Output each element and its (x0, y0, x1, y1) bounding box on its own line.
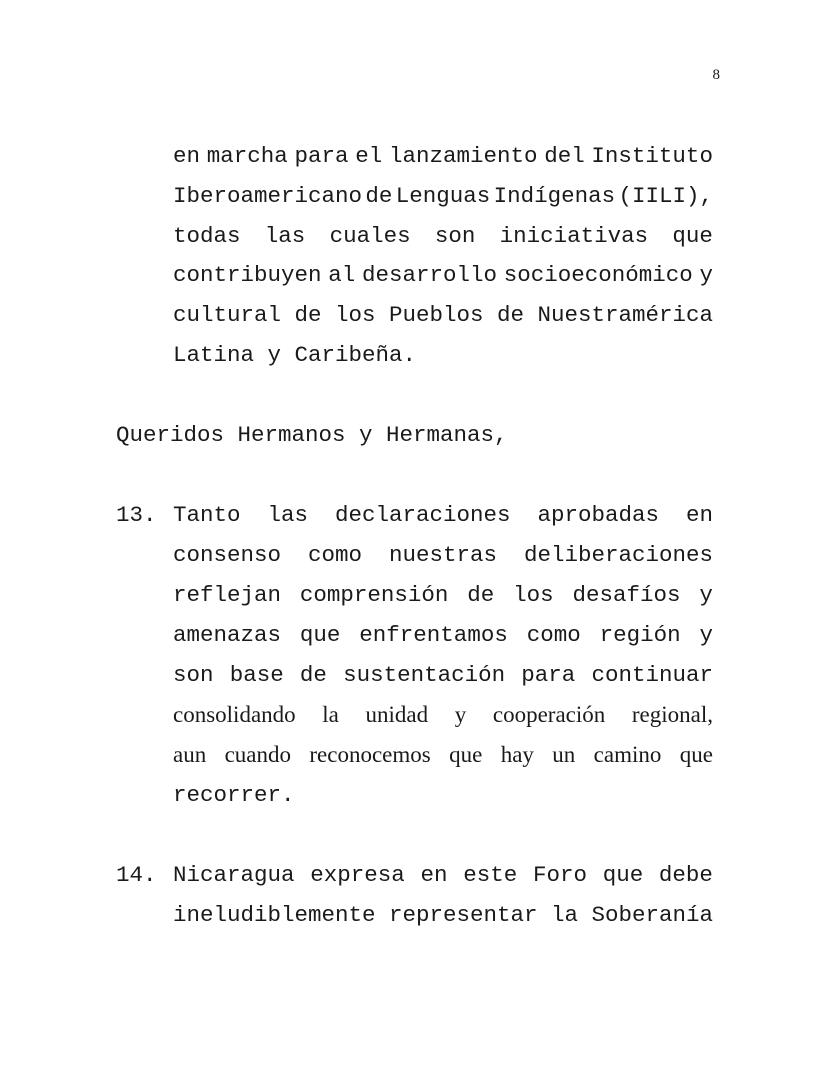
intro-line-5 (173, 301, 713, 329)
word: Soberanía (591, 902, 713, 928)
word: contribuyen (173, 262, 322, 288)
word: en (685, 502, 713, 528)
word: las (267, 502, 308, 528)
word: que (602, 862, 644, 888)
word: socioeconómico (503, 262, 693, 288)
word: de (365, 183, 393, 209)
word: Iberoamericano (173, 183, 363, 209)
word: ineludiblemente (173, 902, 376, 928)
word: camino (593, 742, 662, 767)
p14-line-1 (173, 861, 713, 889)
word: aprobadas (537, 502, 659, 528)
word: desarrollo (361, 262, 498, 288)
word: en (173, 143, 201, 169)
word: desafíos (572, 582, 681, 608)
word: Indígenas (493, 183, 616, 209)
word: que (449, 742, 483, 767)
word: representar (389, 902, 538, 928)
word: unidad (365, 702, 429, 727)
page-number: 8 (712, 67, 720, 83)
paragraph-number: 13. (116, 502, 157, 528)
word: y (699, 582, 713, 608)
word: enfrentamos (359, 622, 508, 648)
word: amenazas (173, 622, 282, 648)
word: lanzamiento (388, 143, 538, 169)
word: cuando (224, 742, 292, 767)
word: y (699, 622, 713, 648)
p13-line-4 (173, 621, 713, 649)
word: la (550, 902, 578, 928)
word: la (322, 702, 339, 727)
word: aun (173, 742, 207, 767)
word: Nicaragua (173, 862, 295, 888)
word: Tanto (173, 502, 241, 528)
word: de (467, 582, 495, 608)
word: Lenguas (395, 183, 491, 209)
p13-line-6 (173, 701, 713, 729)
p13-last-line: recorrer. (173, 782, 295, 808)
word: cuales (329, 223, 411, 249)
word: como (526, 622, 581, 648)
word: en (420, 862, 448, 888)
word: reconocemos (309, 742, 431, 767)
word: de (294, 302, 322, 328)
intro-line-2 (173, 182, 713, 210)
word: del (544, 143, 585, 169)
word: Foro (532, 862, 587, 888)
p14-line-2 (173, 901, 713, 929)
intro-last-line: Latina y Caribeña. (173, 342, 417, 368)
word: que (672, 223, 713, 249)
word: que (299, 622, 341, 648)
word: como (307, 542, 362, 568)
word: debe (658, 862, 713, 888)
word: declaraciones (334, 502, 511, 528)
word: los (513, 582, 554, 608)
word: Nuestramérica (537, 302, 713, 328)
paragraph-number: 14. (116, 862, 157, 888)
word: que (679, 742, 713, 767)
word: al (328, 262, 356, 288)
word: todas (173, 223, 241, 249)
word: de (496, 302, 524, 328)
word: el (355, 143, 383, 169)
word: las (264, 223, 306, 249)
word: consolidando (173, 702, 296, 727)
word: deliberaciones (523, 542, 713, 568)
word: este (463, 862, 518, 888)
word: iniciativas (499, 223, 649, 249)
word: de (299, 662, 327, 688)
word: cultural (173, 302, 282, 328)
salutation: Queridos Hermanos y Hermanas, (116, 422, 508, 448)
p13-line-1 (173, 501, 713, 529)
word: sustentación (343, 662, 506, 688)
word: son (173, 662, 214, 688)
word: marcha (206, 143, 288, 169)
word: y (454, 702, 467, 727)
word: Pueblos (388, 302, 484, 328)
word: los (334, 302, 376, 328)
word: regional, (631, 702, 713, 727)
word: Instituto (591, 143, 713, 169)
word: comprensión (299, 582, 449, 608)
word: un (552, 742, 576, 767)
word: reflejan (173, 582, 282, 608)
word: y (699, 262, 713, 288)
intro-line-4 (173, 261, 713, 289)
intro-line-1 (173, 142, 713, 170)
word: hay (500, 742, 534, 767)
word: cooperación (492, 702, 606, 727)
word: son (434, 223, 476, 249)
word: región (599, 622, 681, 648)
word: consenso (173, 542, 282, 568)
word: continuar (591, 662, 713, 688)
word: expresa (310, 862, 405, 888)
p13-line-2 (173, 541, 713, 569)
p13-line-7 (173, 741, 713, 769)
word: nuestras (388, 542, 497, 568)
p13-line-5 (173, 661, 713, 689)
intro-line-3 (173, 222, 713, 250)
word: (IILI), (618, 183, 713, 209)
p13-line-3 (173, 581, 713, 609)
word: para (521, 662, 576, 688)
word: base (229, 662, 284, 688)
word: para (294, 143, 349, 169)
